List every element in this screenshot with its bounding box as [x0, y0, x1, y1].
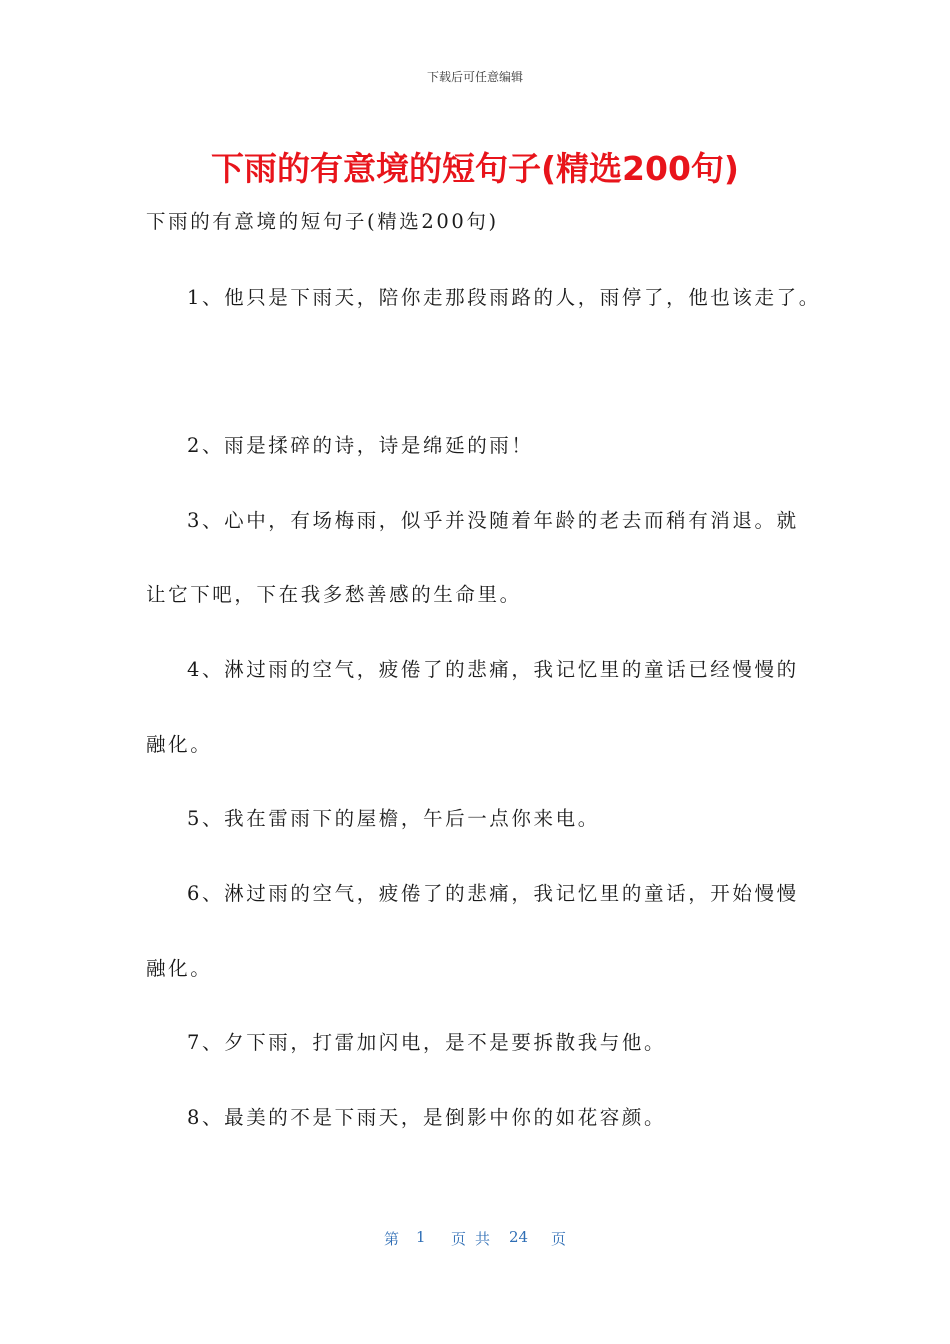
header-note: 下载后可任意编辑 [426, 70, 523, 84]
paragraph-line: 8、最美的不是下雨天，是倒影中你的如花容颜。 [187, 1106, 667, 1129]
page-footer [0, 1228, 950, 1250]
document-title: 下雨的有意境的短句子(精选200句) [210, 149, 740, 188]
footer-prefix: 第 [384, 1230, 400, 1248]
paragraph-line: 1、他只是下雨天，陪你走那段雨路的人，雨停了，他也该走了。 [187, 286, 821, 309]
paragraph-line: 融化。 [146, 957, 213, 980]
paragraph-line: 2、雨是揉碎的诗，诗是绵延的雨！ [187, 434, 534, 457]
paragraph-line: 4、淋过雨的空气，疲倦了的悲痛，我记忆里的童话已经慢慢的 [187, 658, 799, 681]
footer-current-page: 1 [416, 1228, 426, 1246]
paragraph-line: 让它下吧，下在我多愁善感的生命里。 [146, 583, 522, 606]
footer-total-pages: 24 [509, 1228, 529, 1246]
paragraph-line: 6、淋过雨的空气，疲倦了的悲痛，我记忆里的童话，开始慢慢 [187, 882, 799, 905]
paragraph-line: 3、心中，有场梅雨，似乎并没随着年龄的老去而稍有消退。就 [187, 509, 799, 532]
paragraph-line: 7、夕下雨，打雷加闪电，是不是要拆散我与他。 [187, 1031, 667, 1054]
subtitle-line: 下雨的有意境的短句子(精选200句) [146, 210, 499, 233]
footer-mid: 页共 [451, 1230, 500, 1248]
paragraph-line: 5、我在雷雨下的屋檐，午后一点你来电。 [187, 807, 600, 830]
paragraph-line: 融化。 [146, 733, 213, 756]
footer-suffix: 页 [551, 1230, 567, 1248]
